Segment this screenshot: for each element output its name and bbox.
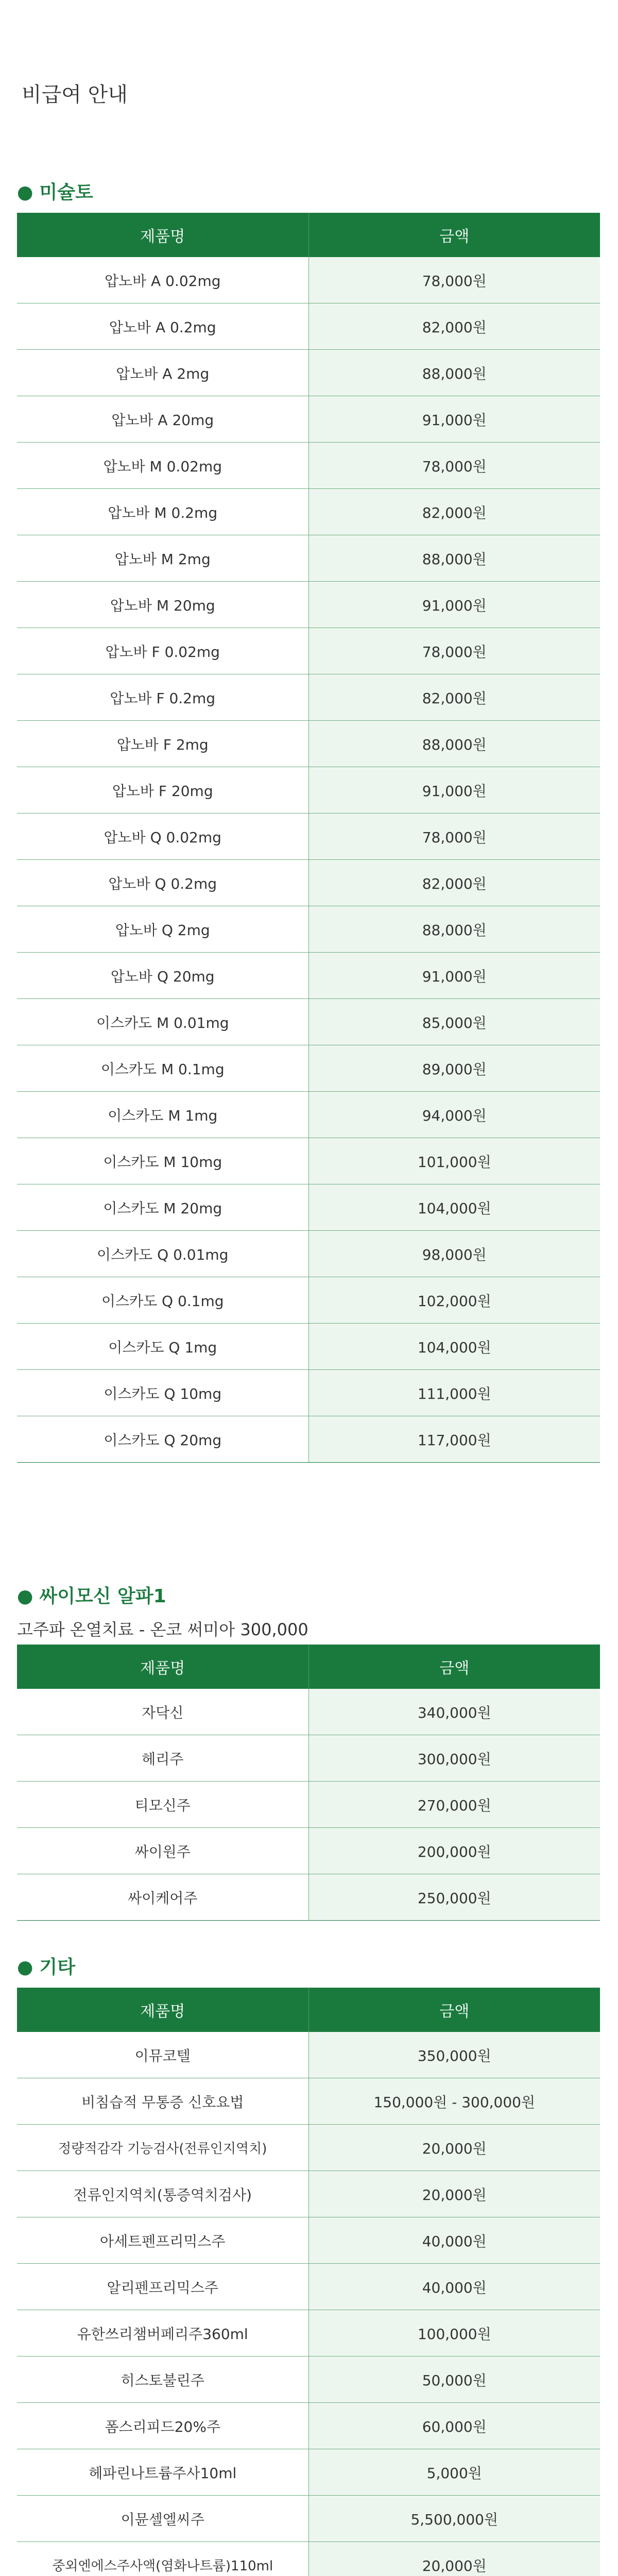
- product-price: 88,000원: [308, 721, 600, 767]
- product-price: 350,000원: [308, 2032, 600, 2078]
- table-row: [17, 2171, 600, 2217]
- product-name: 이스카도 Q 10mg: [17, 1370, 308, 1416]
- table-row: [17, 1416, 600, 1463]
- product-price: 98,000원: [308, 1231, 600, 1277]
- product-name: 압노바 A 20mg: [17, 396, 308, 443]
- table-header-row: [17, 213, 600, 257]
- product-price: 50,000원: [308, 2357, 600, 2403]
- product-name: 이스카도 Q 0.1mg: [17, 1277, 308, 1324]
- column-header-price: 금액: [308, 1645, 600, 1689]
- product-price: 82,000원: [308, 674, 600, 721]
- table-row: [17, 489, 600, 535]
- product-name: 싸이원주: [17, 1828, 308, 1874]
- product-price: 78,000원: [308, 443, 600, 489]
- product-name: 압노바 M 0.02mg: [17, 443, 308, 489]
- product-price: 88,000원: [308, 535, 600, 582]
- product-price: 104,000원: [308, 1324, 600, 1370]
- product-name: 압노바 Q 20mg: [17, 953, 308, 999]
- product-price: 100,000원: [308, 2310, 600, 2357]
- page-title: 비급여 안내: [22, 83, 128, 107]
- product-price: 20,000원: [308, 2171, 600, 2217]
- product-name: 이뮨셀엘씨주: [17, 2496, 308, 2542]
- bullet-icon: ●: [17, 182, 33, 203]
- product-name: 전류인지역치(통증역치검사): [17, 2171, 308, 2217]
- table-row: [17, 2357, 600, 2403]
- product-name: 자닥신: [17, 1689, 308, 1735]
- product-name: 압노바 M 2mg: [17, 535, 308, 582]
- table-header-row: [17, 1988, 600, 2032]
- product-price: 78,000원: [308, 814, 600, 860]
- product-name: 이뮤코텔: [17, 2032, 308, 2078]
- product-price: 78,000원: [308, 628, 600, 674]
- table-row: [17, 257, 600, 303]
- section-subtitle: 고주파 온열치료 - 온코 써미아 300,000: [17, 1620, 308, 1639]
- product-name: 유한쓰리챔버페리주360ml: [17, 2310, 308, 2357]
- product-price: 82,000원: [308, 860, 600, 906]
- product-name: 헤리주: [17, 1735, 308, 1782]
- product-name: 압노바 F 2mg: [17, 721, 308, 767]
- product-price: 78,000원: [308, 257, 600, 303]
- table-row: [17, 906, 600, 953]
- column-header-name: 제품명: [17, 1988, 308, 2032]
- table-row: [17, 1277, 600, 1324]
- product-name: 압노바 A 2mg: [17, 350, 308, 396]
- product-price: 117,000원: [308, 1416, 600, 1463]
- product-name: 이스카도 Q 1mg: [17, 1324, 308, 1370]
- table-row: [17, 814, 600, 860]
- product-price: 20,000원: [308, 2125, 600, 2171]
- table-row: [17, 303, 600, 350]
- product-price: 60,000원: [308, 2403, 600, 2449]
- product-name: 압노바 F 20mg: [17, 767, 308, 814]
- table-row: [17, 2125, 600, 2171]
- product-name: 압노바 F 0.02mg: [17, 628, 308, 674]
- table-row: [17, 1184, 600, 1231]
- product-name: 압노바 F 0.2mg: [17, 674, 308, 721]
- table-row: [17, 1828, 600, 1874]
- product-name: 아세트펜프리믹스주: [17, 2217, 308, 2264]
- product-name: 싸이케어주: [17, 1874, 308, 1921]
- table-row: [17, 2310, 600, 2357]
- section-2: [17, 1582, 600, 1921]
- table-row: [17, 2078, 600, 2125]
- product-name: 알리펜프리믹스주: [17, 2264, 308, 2310]
- price-table: [17, 213, 600, 1463]
- table-row: [17, 2449, 600, 2496]
- table-row: [17, 396, 600, 443]
- table-header-row: [17, 1645, 600, 1689]
- product-name: 폼스리피드20%주: [17, 2403, 308, 2449]
- product-name: 헤파린나트륨주사10ml: [17, 2449, 308, 2496]
- product-name: 이스카도 Q 20mg: [17, 1416, 308, 1463]
- table-row: [17, 350, 600, 396]
- price-table: [17, 1988, 600, 2576]
- product-name: 압노바 Q 0.02mg: [17, 814, 308, 860]
- table-row: [17, 953, 600, 999]
- table-row: [17, 443, 600, 489]
- product-price: 89,000원: [308, 1045, 600, 1092]
- table-row: [17, 628, 600, 674]
- product-price: 250,000원: [308, 1874, 600, 1921]
- table-row: [17, 767, 600, 814]
- table-row: [17, 2403, 600, 2449]
- section-1: [17, 178, 600, 1463]
- product-price: 88,000원: [308, 350, 600, 396]
- table-row: [17, 674, 600, 721]
- product-price: 40,000원: [308, 2217, 600, 2264]
- table-row: [17, 860, 600, 906]
- product-name: 이스카도 M 10mg: [17, 1138, 308, 1184]
- table-row: [17, 1092, 600, 1138]
- product-name: 히스토불린주: [17, 2357, 308, 2403]
- section-title: 싸이모신 알파1: [39, 1586, 166, 1607]
- table-row: [17, 2496, 600, 2542]
- product-price: 200,000원: [308, 1828, 600, 1874]
- section-heading: [17, 1953, 600, 1982]
- product-name: 이스카도 Q 0.01mg: [17, 1231, 308, 1277]
- product-price: 150,000원 - 300,000원: [308, 2078, 600, 2125]
- table-row: [17, 2217, 600, 2264]
- table-row: [17, 1370, 600, 1416]
- product-name: 압노바 A 0.2mg: [17, 303, 308, 350]
- section-3: [17, 1953, 600, 2576]
- product-price: 91,000원: [308, 953, 600, 999]
- table-row: [17, 1689, 600, 1735]
- product-price: 91,000원: [308, 767, 600, 814]
- table-row: [17, 1735, 600, 1782]
- product-name: 압노바 Q 0.2mg: [17, 860, 308, 906]
- table-row: [17, 1782, 600, 1828]
- product-name: 압노바 M 0.2mg: [17, 489, 308, 535]
- product-price: 94,000원: [308, 1092, 600, 1138]
- product-price: 40,000원: [308, 2264, 600, 2310]
- product-name: 압노바 M 20mg: [17, 582, 308, 628]
- table-row: [17, 1045, 600, 1092]
- product-name: 중외엔에스주사액(염화나트륨)110ml: [17, 2542, 308, 2576]
- bullet-icon: ●: [17, 1586, 33, 1607]
- table-row: [17, 582, 600, 628]
- product-price: 300,000원: [308, 1735, 600, 1782]
- section-heading: [17, 178, 600, 208]
- column-header-price: 금액: [308, 1988, 600, 2032]
- product-name: 이스카도 M 1mg: [17, 1092, 308, 1138]
- product-price: 82,000원: [308, 489, 600, 535]
- product-price: 20,000원: [308, 2542, 600, 2576]
- table-row: [17, 1231, 600, 1277]
- product-price: 91,000원: [308, 582, 600, 628]
- table-row: [17, 1874, 600, 1921]
- table-row: [17, 1138, 600, 1184]
- section-title: 미슐토: [39, 182, 93, 203]
- product-name: 이스카도 M 20mg: [17, 1184, 308, 1231]
- table-row: [17, 535, 600, 582]
- product-name: 이스카도 M 0.1mg: [17, 1045, 308, 1092]
- product-name: 티모신주: [17, 1782, 308, 1828]
- product-name: 압노바 Q 2mg: [17, 906, 308, 953]
- table-row: [17, 999, 600, 1045]
- product-price: 340,000원: [308, 1689, 600, 1735]
- product-name: 이스카도 M 0.01mg: [17, 999, 308, 1045]
- price-table: [17, 1645, 600, 1921]
- product-price: 102,000원: [308, 1277, 600, 1324]
- product-price: 91,000원: [308, 396, 600, 443]
- product-price: 82,000원: [308, 303, 600, 350]
- bullet-icon: ●: [17, 1957, 33, 1978]
- column-header-price: 금액: [308, 213, 600, 257]
- column-header-name: 제품명: [17, 1645, 308, 1689]
- product-price: 88,000원: [308, 906, 600, 953]
- product-price: 5,500,000원: [308, 2496, 600, 2542]
- table-row: [17, 1324, 600, 1370]
- product-price: 111,000원: [308, 1370, 600, 1416]
- table-row: [17, 2542, 600, 2576]
- product-name: 정량적감각 기능검사(전류인지역치): [17, 2125, 308, 2171]
- product-price: 5,000원: [308, 2449, 600, 2496]
- product-price: 101,000원: [308, 1138, 600, 1184]
- product-price: 85,000원: [308, 999, 600, 1045]
- product-price: 270,000원: [308, 1782, 600, 1828]
- product-price: 104,000원: [308, 1184, 600, 1231]
- section-heading: [17, 1582, 600, 1612]
- table-row: [17, 2264, 600, 2310]
- section-title: 기타: [39, 1957, 75, 1978]
- product-name: 압노바 A 0.02mg: [17, 257, 308, 303]
- table-row: [17, 2032, 600, 2078]
- product-name: 비침습적 무통증 신호요법: [17, 2078, 308, 2125]
- table-row: [17, 721, 600, 767]
- column-header-name: 제품명: [17, 213, 308, 257]
